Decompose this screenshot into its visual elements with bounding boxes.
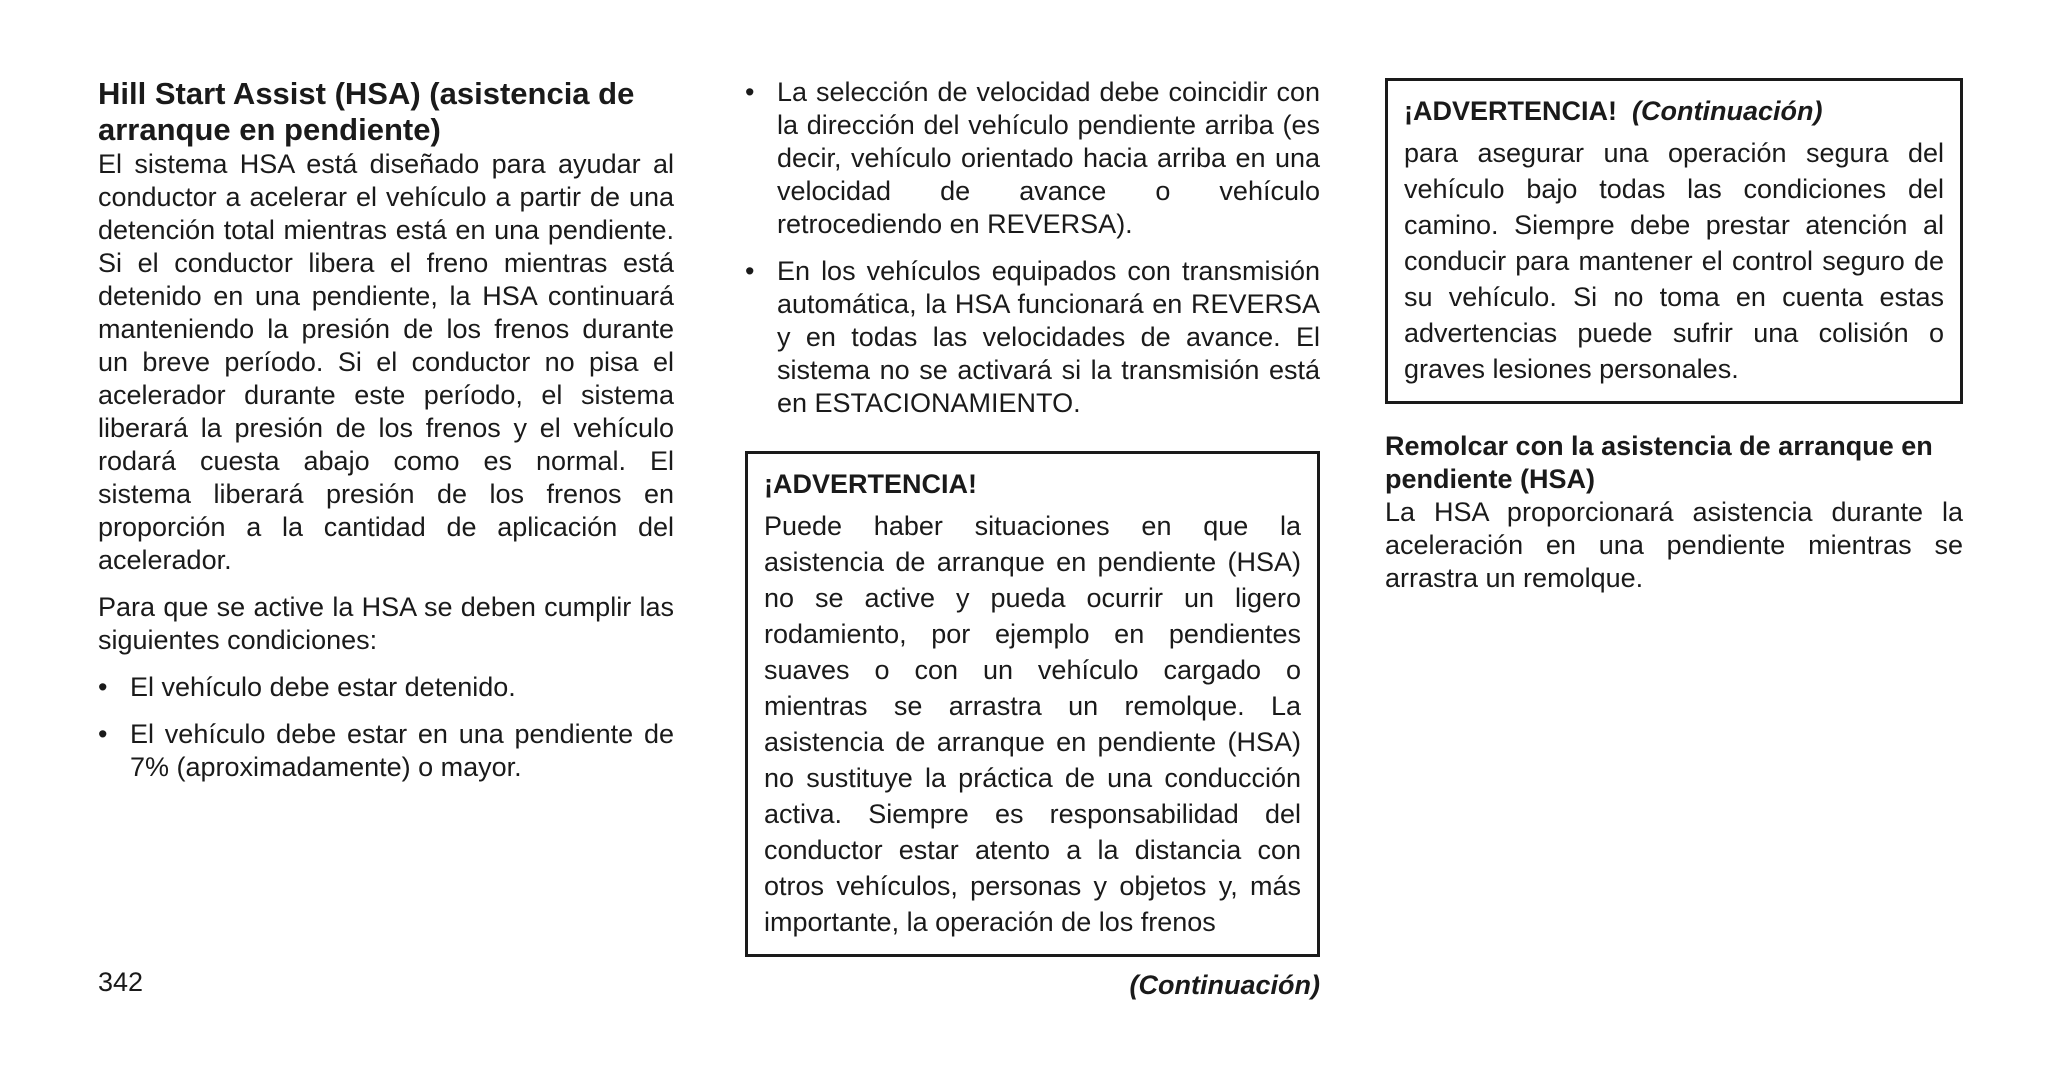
warning-box	[745, 451, 1320, 957]
section-heading-hsa: Hill Start Assist (HSA) (asistencia de arranque en pendiente)	[98, 76, 635, 147]
bullet-icon: •	[98, 672, 108, 702]
warning-title: ¡ADVERTENCIA!	[764, 469, 977, 499]
warning-title: ¡ADVERTENCIA! (Continuación)	[1404, 96, 1823, 126]
conditions-list-continued	[745, 76, 1320, 420]
page-number: 342	[98, 967, 144, 997]
list-item: • La selección de velocidad debe coincidir con la dirección del vehículo pendiente arriba (es decir, vehículo orientado hacia arriba en una velocidad de avance o vehículo retrocediendo en REVERSA).	[745, 77, 1320, 239]
section-subheading-towing: Remolcar con la asistencia de arranque en pendiente (HSA)	[1385, 431, 1933, 494]
bullet-icon: •	[745, 77, 755, 107]
warning-title-continued: (Continuación)	[1632, 96, 1823, 126]
list-item: • En los vehículos equipados con transmisión automática, la HSA funcionará en REVERSA y en todas las velocidades de avance. El sistema no se activará si la transmisión está en ESTACIONAMIENTO.	[745, 256, 1320, 418]
warning-text: para asegurar una operación segura del vehículo bajo todas las condiciones del camino. Siempre debe prestar atención al conducir para mantener el control seguro de su vehículo. Si no toma en cuenta estas advertencias puede sufrir una colisión o graves lesiones personales.	[1404, 138, 1944, 384]
continued-label: (Continuación)	[1129, 970, 1320, 1000]
bullet-icon: •	[98, 719, 108, 749]
hsa-description-paragraph: El sistema HSA está diseñado para ayudar al conductor a acelerar el vehículo a partir de una detención total mientras está en una pendiente. Si el conductor libera el freno mientras está detenido en una pendiente, la HSA continuará manteniendo la presión de los frenos durante un breve período. Si el conductor no pisa el acelerador durante este período, el sistema liberará la presión de los frenos y el vehículo rodará cuesta abajo como es normal. El sistema liberará presión de los frenos en proporción a la cantidad de aplicación del acelerador.	[98, 149, 674, 575]
warning-text: Puede haber situaciones en que la asistencia de arranque en pendiente (HSA) no se active y pueda ocurrir un ligero rodamiento, por ejemplo en pendientes suaves o con un vehículo cargado o mientras se arrastra un remolque. La asistencia de arranque en pendiente (HSA) no sustituye la práctica de una conducción activa. Siempre es responsabilidad del conductor estar atento a la distancia con otros vehículos, personas y objetos y, más importante, la operación de los frenos	[764, 511, 1301, 937]
middle-column	[745, 76, 1320, 1002]
left-column	[98, 76, 674, 784]
warning-box-continued	[1385, 78, 1963, 404]
bullet-icon: •	[745, 256, 755, 286]
conditions-list	[98, 671, 674, 784]
towing-paragraph: La HSA proporcionará asistencia durante la aceleración en una pendiente mientras se arrastra un remolque.	[1385, 497, 1963, 593]
hsa-conditions-intro: Para que se active la HSA se deben cumplir las siguientes condiciones:	[98, 592, 674, 655]
right-column	[1385, 76, 1963, 595]
list-item: • El vehículo debe estar detenido.	[98, 672, 516, 702]
list-item: • El vehículo debe estar en una pendiente de 7% (aproximadamente) o mayor.	[98, 719, 674, 782]
